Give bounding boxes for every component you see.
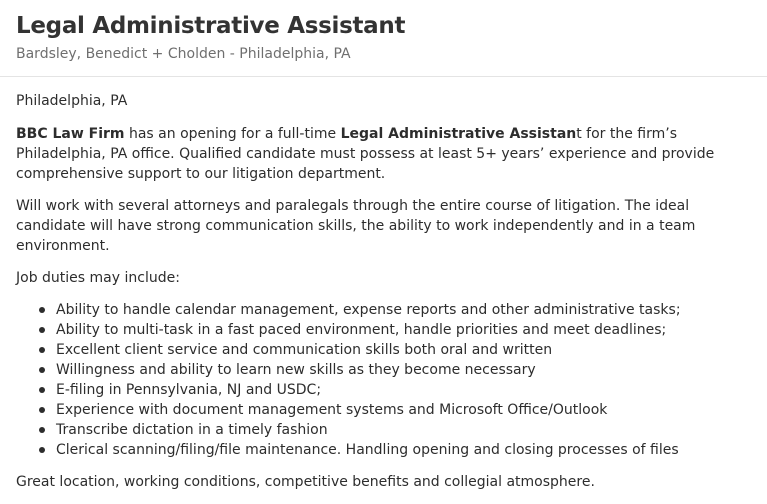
header-divider [0,76,767,77]
list-item: Excellent client service and communication skills both oral and written [56,340,758,360]
job-description [16,91,758,504]
responsibilities-paragraph: Will work with several attorneys and paralegals through the entire course of litigation. The ideal candidate will have strong communication skills, the ability to work independently and in a team environment. [16,198,696,254]
intro-text-1: has an opening for a full-time [124,126,341,142]
intro-text-2: t for the firm’s Philadelphia, PA office. Qualified candidate must possess at least 5+ years’ experience and provide comprehensive support to our litigation department. [16,126,715,182]
job-header [16,10,767,64]
list-item: Ability to multi-task in a fast paced environment, handle priorities and meet deadlines; [56,320,758,340]
firm-name: BBC Law Firm [16,126,125,142]
list-item: E-filing in Pennsylvania, NJ and USDC; [56,380,758,400]
list-item: Clerical scanning/filing/file maintenance. Handling opening and closing processes of files [56,440,758,460]
duties-heading: Job duties may include: [16,270,180,286]
company-location-line [16,44,767,64]
job-title: Legal Administrative Assistant [16,13,406,39]
company-location-separator: - [225,46,240,62]
closing-paragraph: Great location, working conditions, competitive benefits and collegial atmosphere. [16,474,595,490]
duties-list [16,300,758,460]
list-item: Willingness and ability to learn new skills as they become necessary [56,360,758,380]
list-item: Transcribe dictation in a timely fashion [56,420,758,440]
list-item: Experience with document management systems and Microsoft Office/Outlook [56,400,758,420]
company-name: Bardsley, Benedict + Cholden [16,46,226,62]
job-location-header: Philadelphia, PA [239,46,351,62]
intro-paragraph [16,124,758,184]
job-location: Philadelphia, PA [16,93,128,109]
list-item: Ability to handle calendar management, expense reports and other administrative tasks; [56,300,758,320]
position-name: Legal Administrative Assistan [340,126,577,142]
